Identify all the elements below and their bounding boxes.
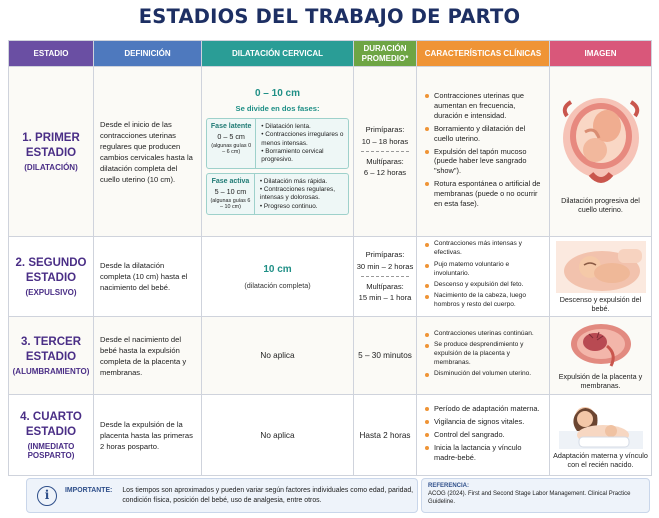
list-item: Expulsión del tapón mucoso (puede haber leve sangrado "show"). [425, 147, 545, 177]
list-item: • Contracciones regulares, intensas y dolorosas. [260, 186, 345, 203]
stage-subtitle: (DILATACIÓN) [24, 163, 78, 173]
phase-latente-range: 0 – 5 cm [217, 132, 245, 142]
phase-activa-guide: (algunas guías 6 – 10 cm) [210, 197, 251, 210]
clinical-features-list [417, 330, 549, 379]
phase-activa-range: 5 – 10 cm [214, 186, 247, 196]
duration-cell: Hasta 2 horas [354, 395, 417, 476]
list-item: • Contracciones irregulares o menos intensas. [261, 131, 345, 148]
divider [361, 151, 409, 152]
stage-title-l1: 2. SEGUNDO [15, 256, 87, 269]
phase-activa-title: Fase activa [211, 177, 250, 185]
list-item: • Progreso continuo. [260, 203, 345, 211]
reference-box [421, 478, 650, 513]
duration-multiparas-value: 6 – 12 horas [363, 168, 407, 178]
important-note-content [65, 486, 417, 506]
image-caption: Descenso y expulsión del bebé. [559, 294, 642, 313]
stage-title-l2: ESTADIO [25, 425, 77, 438]
clinical-features-cell [417, 237, 550, 317]
stage-subtitle: (ALUMBRAMIENTO) [12, 367, 90, 377]
placenta-expulsion-illustration [559, 322, 643, 370]
table-row [9, 67, 652, 237]
list-item: • Dilatación más rápida. [260, 178, 345, 186]
definition-cell: Desde el inicio de las contracciones uterinas regulares que producen cambios cervicales hasta la dilatación completa del cuello uterino (10 cm). [94, 67, 202, 237]
phase-latente-title: Fase latente [210, 123, 252, 131]
list-item: Contracciones uterinas que aumentan en frecuencia, duración e intensidad. [425, 91, 545, 121]
image-cell [550, 317, 652, 395]
list-item: Se produce desprendimiento y expulsión de la placenta y membranas. [425, 341, 545, 368]
list-item: Descenso y expulsión del feto. [425, 281, 545, 290]
stage-title-l2: ESTADIO [25, 271, 77, 284]
definition-cell: Desde la dilatación completa (10 cm) hasta el nacimiento del bebé. [94, 237, 202, 317]
clinical-features-cell [417, 317, 550, 395]
stage-subtitle: (EXPULSIVO) [25, 288, 77, 298]
duration-multiparas-value: 15 min – 1 hora [358, 293, 412, 303]
list-item: • Dilatación lenta. [261, 123, 345, 131]
stage-cell [9, 67, 94, 237]
clinical-features-list [417, 91, 549, 210]
stage-cell [9, 317, 94, 395]
dilation-value: 0 – 10 cm [254, 88, 301, 100]
phase-latente-label [207, 119, 256, 168]
clinical-features-list [417, 240, 549, 310]
dilation-note: (dilatación completa) [244, 280, 311, 290]
dilation-value: 10 cm [263, 263, 292, 275]
header-row [9, 41, 652, 67]
stage-cell [9, 395, 94, 476]
reference-label: REFERENCIA: [428, 483, 470, 489]
header-duracion [354, 41, 417, 67]
list-item: Vigilancia de signos vitales. [425, 417, 545, 427]
list-item: Contracciones uterinas continúan. [425, 330, 545, 339]
stage-subtitle: (INMEDIATO POSPARTO) [27, 442, 75, 461]
image-cell [550, 237, 652, 317]
table-row [9, 395, 652, 476]
stage-title-l2: ESTADIO [25, 146, 77, 159]
phase-latente-guide: (algunas guías 0 – 6 cm) [211, 143, 252, 156]
image-cell [550, 67, 652, 237]
dilation-cell: No aplica [202, 395, 354, 476]
clinical-features-cell [417, 395, 550, 476]
clinical-features-list [417, 404, 549, 463]
header-caracteristicas: CARACTERÍSTICAS CLÍNICAS [417, 41, 550, 67]
list-item: Período de adaptación materna. [425, 404, 545, 414]
clinical-features-cell [417, 67, 550, 237]
duration-multiparas-label: Multíparas: [366, 282, 404, 291]
stage-title-l2: ESTADIO [25, 350, 77, 363]
table-row [9, 237, 652, 317]
dilation-cell [202, 237, 354, 317]
header-estadio: ESTADIO [9, 41, 94, 67]
image-caption: Dilatación progresiva del cuello uterino. [561, 195, 640, 214]
stage-title-l1: 4. CUARTO [20, 410, 82, 423]
duration-primiparas-value: 30 min – 2 horas [356, 261, 414, 271]
list-item: Borramiento y dilatación del cuello uterino. [425, 124, 545, 144]
duration-primiparas-label: Primíparas: [365, 125, 405, 135]
baby-expulsion-illustration [556, 241, 646, 293]
image-cell [550, 395, 652, 476]
phase-activa-box [206, 173, 349, 215]
page-title: ESTADIOS DEL TRABAJO DE PARTO [138, 5, 521, 28]
image-caption: Adaptación materna y vínculo con el recién nacido. [553, 451, 648, 469]
duration-cell [354, 67, 417, 237]
definition-cell: Desde el nacimiento del bebé hasta la expulsión completa de la placenta y membranas. [94, 317, 202, 395]
important-note-text: Los tiempos son aproximados y pueden variar según factores individuales como edad, paridad, condición física, posición del bebé, uso de analgesia, entre otros. [122, 486, 414, 504]
list-item: Nacimiento de la cabeza, luego hombros y resto del cuerpo. [425, 292, 545, 310]
dilation-cell: No aplica [202, 317, 354, 395]
table-row [9, 317, 652, 395]
list-item: • Borramiento cervical progresivo. [261, 148, 345, 165]
list-item: Inicia la lactancia y vínculo madre-bebé. [425, 443, 545, 463]
divider [361, 276, 409, 277]
duration-cell: 5 – 30 minutos [354, 317, 417, 395]
uterus-dilation-illustration [555, 90, 647, 194]
important-note-label: IMPORTANTE: [65, 486, 113, 494]
important-note [26, 478, 418, 513]
duration-primiparas-label: Primíparas: [365, 250, 405, 260]
header-duracion-l2: PROMEDIO* [361, 53, 409, 63]
duration-multiparas-label: Multíparas: [366, 157, 404, 166]
duration-primiparas-value: 10 – 18 horas [361, 136, 409, 146]
reference-text: ACOG (2024). First and Second Stage Labor Management. Clinical Practice Guideline. [428, 491, 631, 506]
mother-newborn-illustration [559, 401, 643, 449]
phase-latente-list [256, 119, 348, 168]
image-caption: Expulsión de la placenta y membranas. [558, 371, 643, 390]
info-icon: i [37, 486, 57, 506]
list-item: Disminución del volumen uterino. [425, 370, 545, 379]
duration-cell [354, 237, 417, 317]
dilation-phases-intro: Se divide en dos fases: [235, 104, 320, 114]
phase-activa-label [207, 174, 255, 214]
list-item: Rotura espontánea o artificial de membranas (puede o no ocurrir en esta fase). [425, 179, 545, 209]
phase-latente-box [206, 118, 349, 169]
list-item: Control del sangrado. [425, 430, 545, 440]
header-duracion-l1: DURACIÓN [363, 44, 407, 54]
stage-cell [9, 237, 94, 317]
header-dilatacion: DILATACIÓN CERVICAL [202, 41, 354, 67]
header-definicion: DEFINICIÓN [94, 41, 202, 67]
dilation-cell [202, 67, 354, 237]
stage-title-l1: 3. TERCER [20, 335, 82, 348]
labor-stages-table [8, 40, 652, 476]
list-item: Pujo materno voluntario e involuntario. [425, 261, 545, 279]
header-imagen: IMAGEN [550, 41, 652, 67]
stage-title-l1: 1. PRIMER [22, 131, 80, 144]
definition-cell: Desde la expulsión de la placenta hasta las primeras 2 horas posparto. [94, 395, 202, 476]
phase-activa-list [255, 174, 348, 214]
list-item: Contracciones más intensas y efectivas. [425, 240, 545, 258]
